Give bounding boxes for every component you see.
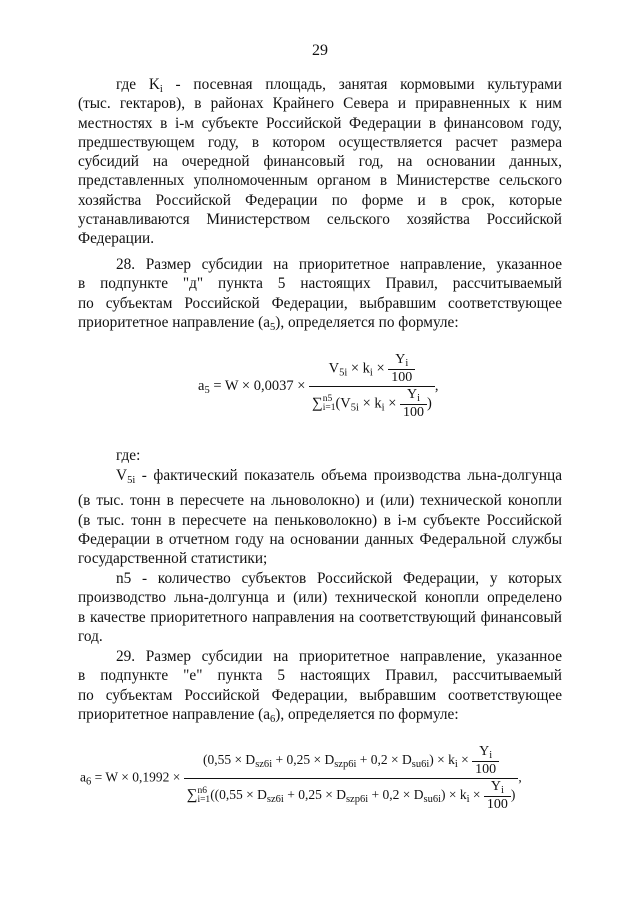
formula-a6: $a_6 = W \times 0,1992$ × $(0,55 \times D_{sz6i} + 0,25 \times D_{szp6i} + 0,2 \times D_{su6i}) \times k_i$ × $\frac{Y_i}{100}$ ∑n6 $i=1((0,55 \times D_{sz6i} + 0,25 \times D_{szp6i} + 0,2 \times D_{su6i}) \times k_i$ × $\frac{Y_i}{100}$ ) , [80, 744, 522, 812]
paragraph-29: 29. Размер субсидии на приоритетное направление, указанное в подпункте "е" пункта 5 настоящих Правил, рассчитываемый по субъектам Российской Федерации, выбравшим соответствующее приоритетное направление $(a_6)$, определяется по формуле: [78, 648, 562, 725]
paragraph-28: 28. Размер субсидии на приоритетное направление, указанное в подпункте "д" пункта 5 настоящих Правил, рассчитываемый по субъектам Российской Федерации, выбравшим соответствующее приоритетное направление $(a_5)$, определяется по формуле: [78, 256, 562, 333]
paragraph-ki-definition: где $K_i$ - посевная площадь, занятая кормовыми культурами (тыс. гектаров), в районах Крайнего Севера и приравненных к ним местностях в i-м субъекте Российской Федерации в финансовом году, предшествующем году, в котором осуществляется расчет размера субсидий на очередной финансовый год, на основании данных, представленных уполномоченным органом в Министерстве сельского хозяйства Российской Федерации по форме и в срок, которые устанавливаются Министерством сельского хозяйства Российской Федерации. [78, 76, 562, 248]
where-label: где: [116, 447, 141, 464]
formula-a5: $a_5 = W \times 0,0037$ × $V_{5i} \times k_i$ × $\frac{Y_i}{100}$ ∑n5 $i=1(V_{5i} \times k_i$ × $\frac{Y_i}{100}$ ) , [198, 352, 439, 420]
page-number: 29 [312, 42, 328, 59]
paragraph-v5i-definition: $V_{5i}$ - фактический показатель объема производства льна-долгунца (в тыс. тонн в пересчете на льноволокно) и (или) технической конопли (в тыс. тонн в пересчете на пеньковолокно) в i-м субъекте Российской Федерации в отчетном году на основании данных Федеральной службы государственной статистики; [78, 467, 563, 568]
ki-symbol: где $K_i$ [116, 76, 163, 95]
formula-a6-fraction: $(0,55 \times D_{sz6i} + 0,25 \times D_{szp6i} + 0,2 \times D_{su6i}) \times k_i$ × $\frac{Y_i}{100}$ ∑n6 $i=1((0,55 \times D_{sz6i} + 0,25 \times D_{szp6i} + 0,2 \times D_{su6i}) \times k_i$ × $\frac{Y_i}{100}$ ) [184, 744, 519, 813]
paragraph-n5-definition: n5 - количество субъектов Российской Федерации, у которых производство льна-долгунца и (или) технической конопли определено в качестве приоритетного направления на соответствующий финансовый год. [78, 570, 562, 645]
ki-definition-text: - посевная площадь, занятая кормовыми культурами [175, 76, 562, 93]
v5i-symbol: $V_{5i}$ [116, 467, 136, 486]
formula-a5-fraction: $V_{5i} \times k_i$ × $\frac{Y_i}{100}$ ∑n5 $i=1(V_{5i} \times k_i$ × $\frac{Y_i}{100}$ ) [309, 352, 435, 421]
